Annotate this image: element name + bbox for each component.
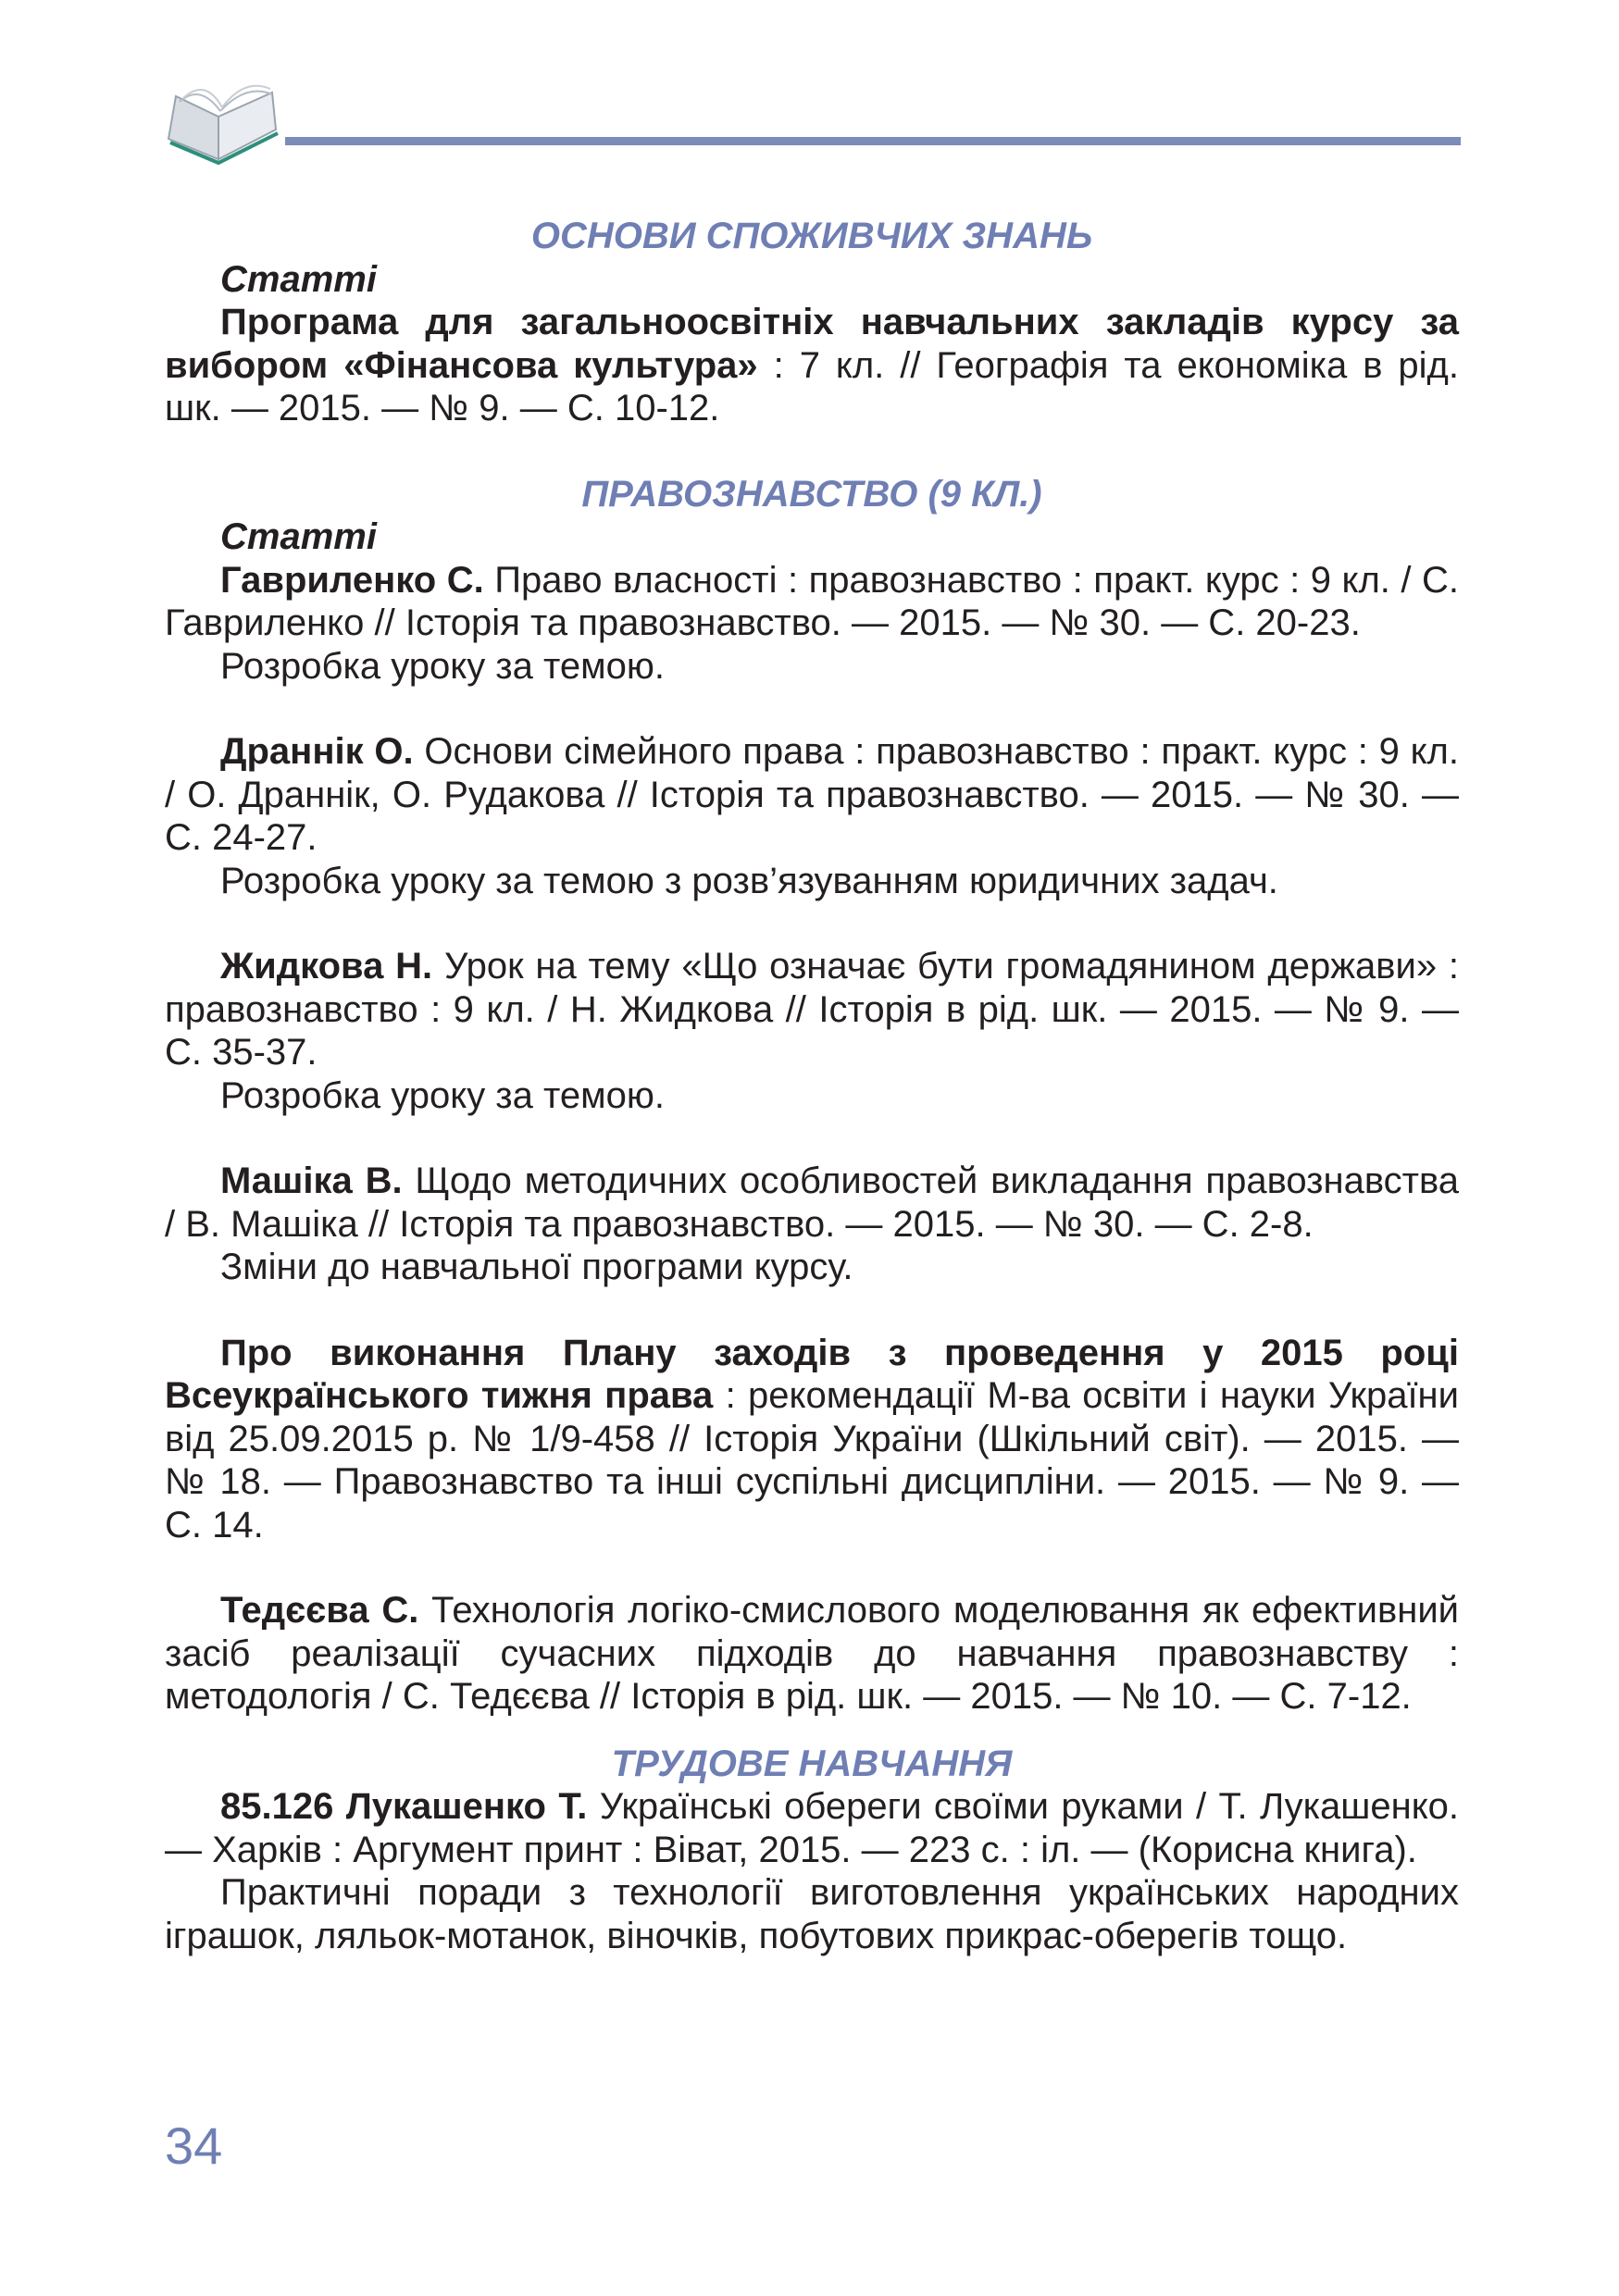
bibliography-entry xyxy=(165,730,1459,860)
bibliography-entry xyxy=(165,301,1459,430)
entry-annotation: Розробка уроку за темою. xyxy=(220,1074,665,1116)
entry-annotation: Розробка уроку за темою. xyxy=(220,645,665,687)
entry-author: Драннік О. xyxy=(220,731,414,772)
subheading: Статті xyxy=(220,258,377,300)
page-number: 34 xyxy=(165,2116,223,2175)
entry-author: Гавриленко С. xyxy=(220,559,484,601)
entry-author: Жидкова Н. xyxy=(220,946,433,987)
entry-text: Технологія логіко-смислового моделювання як ефективний засіб реалізації сучасних підходів до навчання правознавству : методологія / С. Тедєєва // Історія в рід. шк. — 2015. — № 10. — С. 7-12. xyxy=(165,1590,1460,1717)
bibliography-content xyxy=(165,215,1459,1957)
bibliography-entry xyxy=(165,1332,1459,1547)
entry-annotation: Зміни до навчальної програми курсу. xyxy=(220,1247,853,1287)
bibliography-entry xyxy=(165,1160,1459,1246)
entry-text: Щодо методичних особливостей викладання правознавства / В. Машіка // Історія та правознавство. — 2015. — № 30. — С. 2-8. xyxy=(165,1160,1460,1245)
section-title: ТРУДОВЕ НАВЧАННЯ xyxy=(611,1743,1013,1784)
entry-annotation: Розробка уроку за темою з розв’язуванням юридичних задач. xyxy=(220,860,1278,901)
entry-annotation: Практичні поради з технології виготовлення українських народних іграшок, ляльок-мотанок, віночків, побутових прикрас-оберегів тощо. xyxy=(165,1872,1459,1956)
section-title: ОСНОВИ СПОЖИВЧИХ ЗНАНЬ xyxy=(530,216,1093,256)
entry-text: Урок на тему «Що означає бути громадянином держави» : правознавство : 9 кл. / Н. Жидкова // Історія в рід. шк. — 2015. — № 9. — С. 35-37. xyxy=(165,946,1459,1073)
header-rule xyxy=(285,137,1461,145)
bibliography-entry xyxy=(165,559,1459,645)
subheading: Статті xyxy=(220,516,377,557)
entry-author: Про виконання Плану заходів з проведення у 2015 році Всеукраїнського тижня права xyxy=(165,1332,1459,1416)
entry-author: 85.126 Лукашенко Т. xyxy=(220,1786,588,1827)
section-title: ПРАВОЗНАВСТВО (9 КЛ.) xyxy=(581,473,1042,515)
entry-text: : 7 кл. // Географія та економіка в рід. шк. — 2015. — № 9. — С. 10-12. xyxy=(165,344,1460,428)
bibliography-entry xyxy=(165,1589,1459,1719)
entry-text: Українські обереги своїми руками / Т. Лукашенко. — Харків : Аргумент принт : Віват, 2015. — 223 с. : іл. — (Корисна книга). xyxy=(165,1786,1459,1870)
bibliography-entry xyxy=(165,945,1459,1074)
entry-author: Тедєєва С. xyxy=(220,1590,419,1631)
entry-text: : рекомендації М-ва освіти і науки України від 25.09.2015 р. № 1/9-458 // Історія України (Шкільний світ). — 2015. — № 18. — Правознавство та інші суспільні дисципліни. — 2015. — № 9. — С. 14. xyxy=(165,1375,1459,1545)
entry-text: Основи сімейного права : правознавство : практ. курс : 9 кл. / О. Драннік, О. Рудакова // Історія та правознавство. — 2015. — № 30. — С. 24-27. xyxy=(165,731,1460,858)
entry-author: Машіка В. xyxy=(220,1160,403,1201)
entry-text: Право власності : правознавство : практ. курс : 9 кл. / С. Гавриленко // Історія та правознавство. — 2015. — № 30. — С. 20-23. xyxy=(165,559,1460,643)
entry-author: Програма для загальноосвітніх навчальних закладів курсу за вибором «Фінансова культура» xyxy=(165,302,1459,386)
open-book-icon xyxy=(163,74,283,167)
bibliography-entry xyxy=(165,1785,1459,1871)
